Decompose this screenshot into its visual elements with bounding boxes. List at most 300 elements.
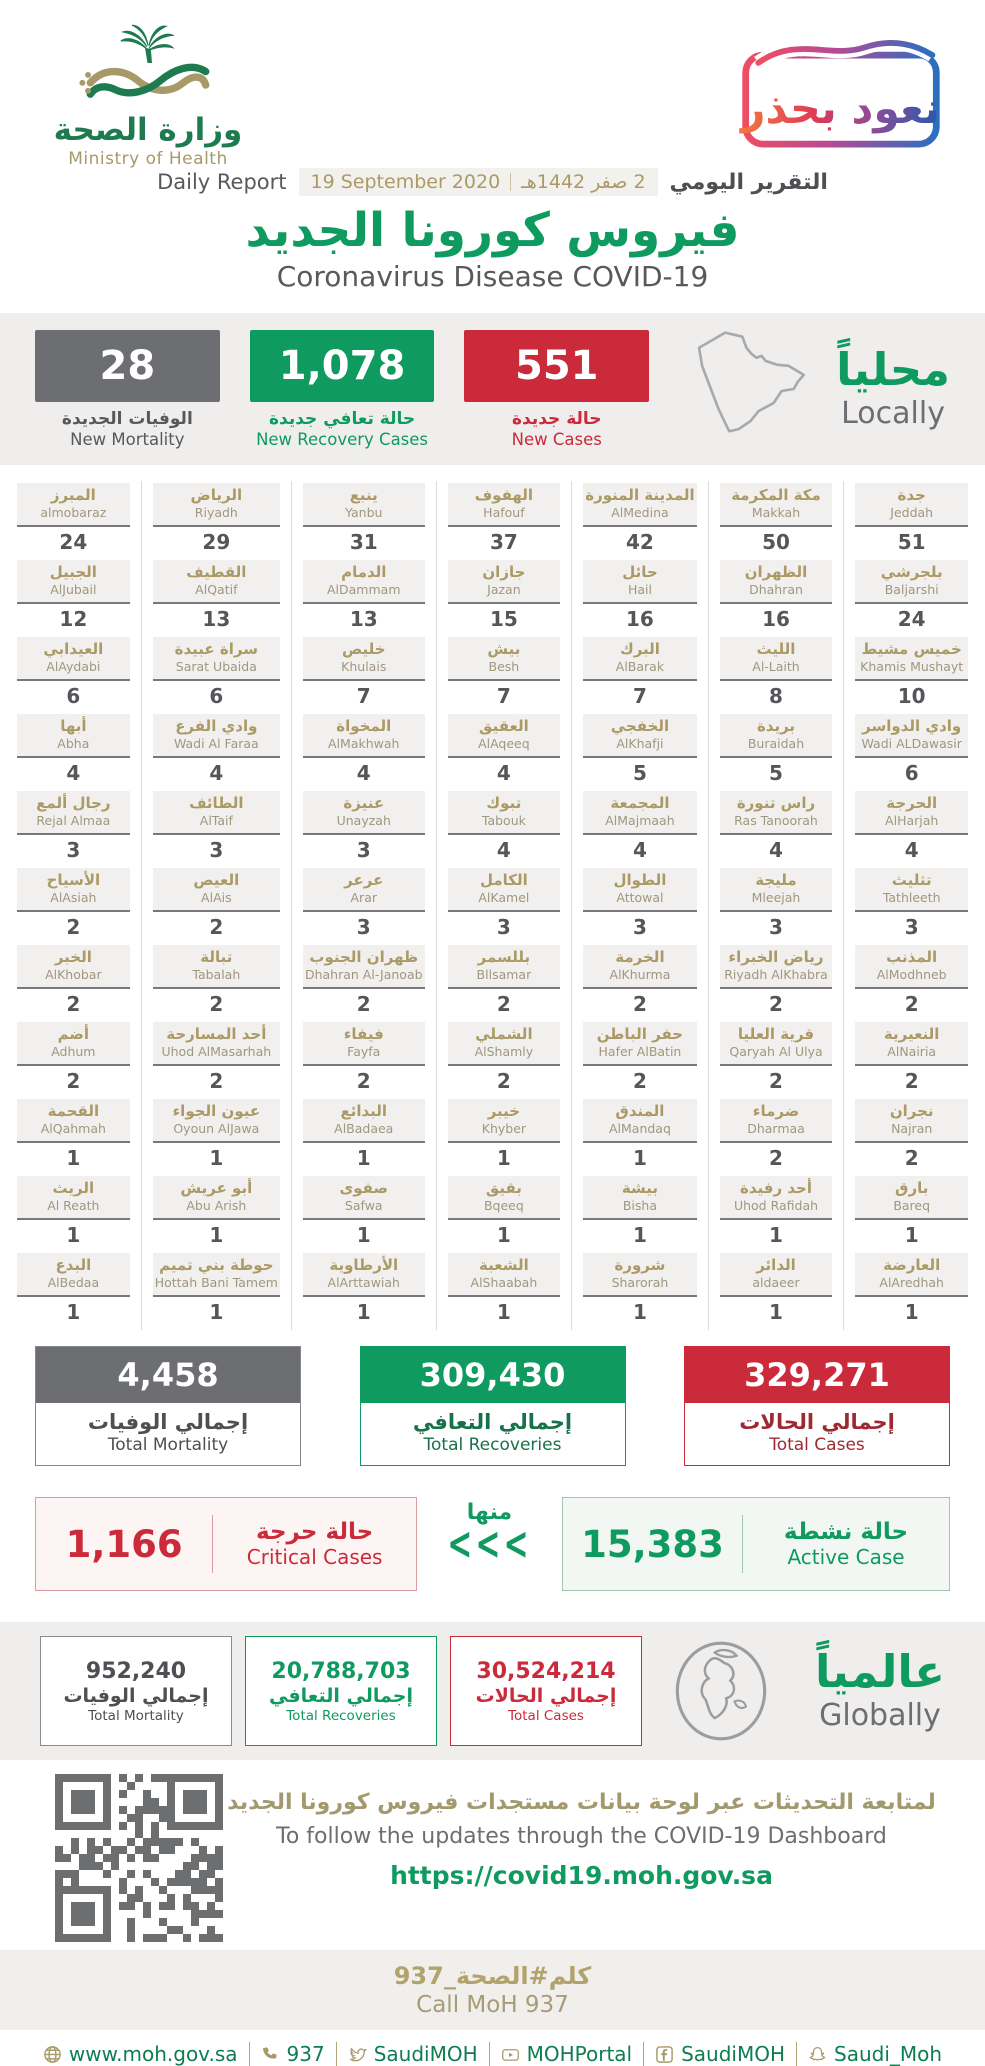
city-cell (709, 791, 844, 868)
facebook-icon (655, 2045, 674, 2064)
city-cell (437, 791, 572, 868)
city-name-ar: الدمام (341, 563, 387, 582)
city-cell (709, 1099, 844, 1176)
city-name-en: Abu Arish (186, 1197, 247, 1213)
city-name-ar: الهفوف (474, 486, 534, 505)
city-column (708, 481, 844, 1330)
city-name-en: Najran (891, 1120, 933, 1136)
city-cell (709, 1022, 844, 1099)
city-count: 2 (356, 1069, 371, 1094)
city-name-en: AlKhafji (616, 735, 664, 751)
city-name-en: Riyadh (194, 504, 238, 520)
city-name-en: Jeddah (890, 504, 934, 520)
city-count: 2 (496, 1069, 511, 1094)
footer-item-label: Saudi_Moh (834, 2042, 943, 2066)
city-name-ar: رياض الخبراء (728, 948, 824, 967)
city-name-en: AlMakhwah (328, 735, 400, 751)
city-count: 6 (209, 684, 224, 709)
city-name-box (17, 483, 130, 527)
city-name-box (720, 791, 833, 835)
city-name-en: Wadi Al Faraa (173, 735, 259, 751)
city-count: 13 (349, 607, 378, 632)
city-name-en: AlShaabah (470, 1274, 538, 1290)
city-name-ar: الشعبة (479, 1256, 529, 1275)
city-cell (6, 791, 141, 868)
city-cell (142, 560, 291, 637)
city-name-en: Rejal Almaa (36, 812, 111, 828)
city-name-en: AlTaif (199, 812, 233, 828)
city-count: 13 (202, 607, 231, 632)
city-name-en: AlBadaea (334, 1120, 394, 1136)
city-count: 24 (59, 530, 88, 555)
critical-label-ar: حالة حرجة (256, 1519, 374, 1546)
city-count: 2 (904, 1069, 919, 1094)
city-cell (709, 714, 844, 791)
city-cell (437, 1022, 572, 1099)
city-name-box (17, 791, 130, 835)
city-count: 1 (632, 1300, 647, 1325)
city-count: 16 (626, 607, 654, 632)
date-gregorian: 19 September 2020 (310, 171, 501, 193)
city-count: 1 (66, 1146, 81, 1171)
city-cell (142, 791, 291, 868)
city-cell (142, 1022, 291, 1099)
city-name-ar: صفوى (339, 1179, 388, 1198)
city-cell (292, 1253, 436, 1330)
city-count: 1 (496, 1146, 511, 1171)
city-name-en: Hafouf (483, 504, 525, 520)
header (0, 0, 985, 168)
city-name-en: AlAydabi (46, 658, 101, 674)
city-name-en: AlHarjah (885, 812, 939, 828)
city-cell (844, 560, 979, 637)
city-name-ar: الليث (756, 640, 796, 659)
city-name-box (153, 637, 280, 681)
new-recovery-label-ar: حالة تعافي جديدة (268, 408, 416, 429)
city-name-ar: بلجرشي (880, 563, 943, 582)
footer-item-mohportal[interactable] (489, 2042, 644, 2066)
city-name-box (303, 1022, 425, 1066)
city-name-ar: جازان (482, 563, 526, 582)
page-title-english: Coronavirus Disease COVID-19 (276, 260, 709, 294)
city-name-box (583, 868, 696, 912)
city-name-box (720, 1176, 833, 1220)
city-name-box (448, 1176, 561, 1220)
city-cell (292, 714, 436, 791)
footer-item-label: 937 (286, 2042, 325, 2066)
city-name-ar: البدائع (340, 1102, 388, 1121)
city-name-en: AlAsiah (50, 889, 97, 905)
city-name-box (153, 1022, 280, 1066)
city-count: 29 (202, 530, 231, 555)
city-name-en: Bisha (622, 1197, 658, 1213)
city-count: 1 (769, 1300, 783, 1325)
new-mortality-label-ar: الوفيات الجديدة (61, 408, 193, 429)
city-name-box (855, 1253, 968, 1297)
city-name-ar: الظهران (744, 563, 808, 582)
daily-report-english: Daily Report (157, 170, 287, 194)
city-name-ar: الشملي (475, 1025, 533, 1044)
city-count: 10 (897, 684, 926, 709)
city-count: 2 (66, 992, 81, 1017)
city-name-box (17, 1022, 130, 1066)
city-name-en: Bllsamar (476, 966, 532, 982)
city-cell (709, 945, 844, 1022)
city-name-ar: الخبر (54, 948, 92, 967)
city-column (6, 481, 141, 1330)
city-name-box (720, 1022, 833, 1066)
city-name-en: Tabalah (192, 966, 241, 982)
total-mortality-label-en: Total Mortality (107, 1435, 229, 1456)
of-which-label: منها (466, 1500, 513, 1526)
city-name-en: Al Reath (47, 1197, 100, 1213)
city-name-ar: أبها (60, 717, 87, 736)
global-cases-value: 30,524,214 (476, 1658, 616, 1684)
city-name-en: Bareq (893, 1197, 931, 1213)
city-count: 8 (769, 684, 783, 709)
city-name-ar: خليص (341, 640, 386, 659)
global-mortality-label-en: Total Mortality (88, 1707, 184, 1724)
city-column (291, 481, 436, 1330)
dashboard-section (0, 1774, 985, 1950)
city-name-ar: الجبيل (49, 563, 97, 582)
global-mortality-value: 952,240 (85, 1658, 187, 1684)
city-count: 2 (769, 1146, 783, 1171)
city-name-box (303, 714, 425, 758)
city-name-en: AlQahmah (40, 1120, 106, 1136)
city-count: 5 (632, 761, 647, 786)
city-name-en: AlMandaq (608, 1120, 671, 1136)
city-count: 1 (356, 1146, 371, 1171)
city-name-en: Hail (627, 581, 652, 597)
city-count: 2 (904, 992, 919, 1017)
city-name-ar: المبرز (50, 486, 96, 505)
city-name-ar: خميس مشيط (861, 640, 962, 659)
global-cases-box (450, 1636, 642, 1746)
city-cell (292, 868, 436, 945)
city-name-en: AlAqeeq (478, 735, 530, 751)
city-name-ar: القطيف (186, 563, 247, 582)
city-name-en: AlKhurma (609, 966, 671, 982)
of-which-connector (417, 1500, 562, 1571)
city-name-en: Safwa (344, 1197, 383, 1213)
city-cell (142, 1176, 291, 1253)
city-name-en: Uhod AlMasarhah (161, 1043, 272, 1059)
city-name-en: AlAredhah (879, 1274, 944, 1290)
city-name-en: AlArttawiah (327, 1274, 400, 1290)
twitter-icon (348, 2045, 367, 2064)
city-name-ar: أبو عريش (180, 1179, 253, 1198)
city-count: 2 (209, 1069, 224, 1094)
city-cell (6, 1022, 141, 1099)
city-cell (572, 637, 707, 714)
city-cell (709, 560, 844, 637)
new-mortality-stat (35, 330, 220, 449)
city-name-box (583, 637, 696, 681)
dashboard-link[interactable]: https://covid19.moh.gov.sa (390, 1861, 773, 1891)
city-count: 2 (66, 915, 81, 940)
city-name-ar: تبالة (200, 948, 233, 967)
footer-item-937[interactable] (249, 2042, 336, 2066)
city-count: 51 (897, 530, 926, 555)
city-name-en: AlDammam (327, 581, 401, 597)
city-name-en: AlShamly (474, 1043, 534, 1059)
city-cell (437, 945, 572, 1022)
city-name-ar: مليجة (755, 871, 797, 890)
city-name-box (448, 483, 561, 527)
city-name-box (303, 1176, 425, 1220)
city-count: 16 (762, 607, 790, 632)
city-name-en: AlKhobar (45, 966, 102, 982)
city-cell (292, 637, 436, 714)
city-cell (292, 791, 436, 868)
city-count: 4 (356, 761, 371, 786)
city-cell (292, 1176, 436, 1253)
city-name-en: almobaraz (40, 504, 107, 520)
city-count: 1 (769, 1223, 783, 1248)
city-cell (844, 714, 979, 791)
daily-report-arabic: التقرير اليومي (669, 169, 828, 195)
city-name-ar: الكامل (479, 871, 528, 890)
city-name-en: Unayzah (336, 812, 391, 828)
footer-item-label: www.moh.gov.sa (68, 2042, 238, 2066)
phone-icon (261, 2045, 280, 2064)
cities-table (6, 481, 979, 1330)
city-cell (437, 714, 572, 791)
city-name-box (855, 714, 968, 758)
city-name-box (583, 1022, 696, 1066)
city-name-en: Qaryah Al Ulya (729, 1043, 823, 1059)
city-cell (709, 483, 844, 560)
new-recovery-label-en: New Recovery Cases (256, 429, 429, 449)
city-name-box (303, 560, 425, 604)
youtube-icon (501, 2045, 520, 2064)
city-name-en: AlMedina (611, 504, 669, 520)
city-name-box (855, 1176, 968, 1220)
city-name-box (448, 945, 561, 989)
new-cases-label-en: New Cases (511, 429, 602, 449)
total-mortality-value: 4,458 (36, 1347, 300, 1403)
saudi-map-icon (685, 323, 836, 455)
critical-label-en: Critical Cases (246, 1545, 383, 1570)
city-name-en: Arar (350, 889, 377, 905)
city-cell (572, 714, 707, 791)
city-count: 6 (66, 684, 81, 709)
page-title-arabic: فيروس كورونا الجديد (245, 203, 740, 258)
footer-item-saudimoh[interactable] (336, 2042, 489, 2066)
city-cell (6, 714, 141, 791)
city-name-box (720, 560, 833, 604)
city-count: 4 (496, 761, 511, 786)
city-name-ar: المخواة (336, 717, 392, 736)
footer-item-label: SaudiMOH (373, 2042, 478, 2066)
city-count: 1 (356, 1300, 371, 1325)
call-hashtag-ar: كلم#الصحة_937 (393, 1962, 592, 1991)
city-count: 1 (632, 1223, 647, 1248)
moh-logo-arabic: وزارة الصحة (53, 112, 243, 148)
city-name-en: AlJubail (50, 581, 97, 597)
city-name-ar: أحد رفيدة (740, 1179, 812, 1198)
city-count: 4 (769, 838, 783, 863)
left-arrows: <<< (447, 1518, 532, 1571)
city-name-ar: المندق (615, 1102, 665, 1121)
city-name-box (720, 637, 833, 681)
city-cell (844, 1253, 979, 1330)
footer-item-saudi_moh[interactable] (796, 2042, 953, 2066)
city-name-box (17, 945, 130, 989)
city-name-ar: فيفاء (343, 1025, 384, 1044)
city-name-ar: وادي الدواسر (862, 717, 962, 736)
city-name-en: AlBarak (615, 658, 665, 674)
city-count: 3 (769, 915, 783, 940)
city-name-ar: المدينة المنورة (585, 486, 695, 505)
globally-stats-band (0, 1622, 985, 1760)
city-name-ar: الدائر (756, 1256, 796, 1275)
city-count: 1 (904, 1300, 919, 1325)
city-cell (437, 1253, 572, 1330)
city-name-box (153, 868, 280, 912)
city-count: 3 (209, 838, 224, 863)
city-cell (6, 945, 141, 1022)
city-count: 4 (66, 761, 81, 786)
city-name-ar: الحرجة (886, 794, 938, 813)
city-cell (6, 1176, 141, 1253)
city-name-en: Wadi ALDawasir (861, 735, 962, 751)
city-name-en: Khamis Mushayt (860, 658, 964, 674)
totals-row (0, 1346, 985, 1466)
city-count: 1 (209, 1223, 224, 1248)
city-count: 2 (904, 1146, 919, 1171)
city-count: 4 (632, 838, 647, 863)
city-name-box (303, 945, 425, 989)
city-count: 3 (356, 915, 371, 940)
city-count: 4 (496, 838, 511, 863)
city-cell (709, 1176, 844, 1253)
city-name-ar: ضرماء (752, 1102, 800, 1121)
city-cell (844, 483, 979, 560)
city-count: 1 (356, 1223, 371, 1248)
city-name-en: Uhod Rafidah (733, 1197, 819, 1213)
total-cases-value: 329,271 (685, 1347, 949, 1403)
city-cell (437, 637, 572, 714)
locally-label-ar: محلياً (836, 343, 950, 397)
city-count: 7 (356, 684, 371, 709)
city-cell (572, 1176, 707, 1253)
city-name-en: Buraidah (747, 735, 805, 751)
city-name-box (17, 560, 130, 604)
city-name-box (720, 483, 833, 527)
city-name-ar: ينبع (349, 486, 378, 505)
global-cases-label-ar: إجمالي الحالات (475, 1684, 617, 1707)
city-cell (844, 868, 979, 945)
total-recoveries-label-ar: إجمالي التعافي (412, 1410, 573, 1435)
city-name-ar: خيبر (487, 1102, 521, 1121)
globally-label (815, 1645, 945, 1734)
footer-item-www.moh.gov.sa[interactable] (32, 2042, 249, 2066)
city-name-en: Adhum (51, 1043, 96, 1059)
call-moh-en: Call MoH 937 (416, 1992, 569, 2019)
dashboard-text-en: To follow the updates through the COVID-19 Dashboard (276, 1824, 887, 1850)
city-count: 15 (489, 607, 518, 632)
city-cell (844, 791, 979, 868)
city-name-box (303, 637, 425, 681)
active-cases-value: 15,383 (581, 1522, 724, 1566)
city-name-ar: تبوك (486, 794, 522, 813)
city-name-ar: بيش (487, 640, 521, 659)
city-count: 7 (496, 684, 511, 709)
city-name-box (448, 868, 561, 912)
city-cell (292, 1099, 436, 1176)
city-name-en: Attowal (616, 889, 664, 905)
city-column (843, 481, 979, 1330)
city-count: 2 (769, 1069, 783, 1094)
city-count: 1 (66, 1300, 81, 1325)
footer-item-saudimoh[interactable] (643, 2042, 796, 2066)
city-cell (292, 945, 436, 1022)
call-moh-band (0, 1950, 985, 2030)
city-name-box (153, 945, 280, 989)
city-name-box (17, 1099, 130, 1143)
global-recoveries-label-ar: إجمالي التعافي (269, 1684, 413, 1707)
globe-icon (43, 2045, 62, 2064)
city-name-box (303, 483, 425, 527)
moh-logo-english: Ministry of Health (68, 148, 228, 169)
footer-item-label: MOHPortal (526, 2042, 633, 2066)
city-count: 2 (769, 992, 783, 1017)
city-name-box (153, 560, 280, 604)
city-count: 1 (209, 1146, 224, 1171)
city-name-box (448, 714, 561, 758)
city-name-box (720, 1099, 833, 1143)
city-name-box (153, 483, 280, 527)
city-name-en: Khulais (341, 658, 387, 674)
city-name-ar: العيدابي (43, 640, 104, 659)
city-cell (142, 483, 291, 560)
city-name-ar: بارق (895, 1179, 929, 1198)
city-name-en: Al-Laith (752, 658, 800, 674)
city-name-ar: الأرطاوية (329, 1256, 399, 1275)
total-cases-label-ar: إجمالي الحالات (739, 1410, 895, 1435)
city-name-ar: العارضة (883, 1256, 941, 1275)
city-name-ar: عيون الجواء (172, 1102, 261, 1121)
total-mortality-label-ar: إجمالي الوفيات (87, 1410, 249, 1435)
footer-contacts (0, 2042, 985, 2066)
city-name-en: Khyber (481, 1120, 527, 1136)
city-name-box (303, 1253, 425, 1297)
city-name-box (448, 1253, 561, 1297)
total-cases-label-en: Total Cases (769, 1435, 865, 1456)
city-count: 37 (489, 530, 518, 555)
city-count: 3 (496, 915, 511, 940)
global-cases-label-en: Total Cases (508, 1707, 584, 1724)
city-name-ar: تثليث (891, 871, 932, 890)
city-cell (572, 1022, 707, 1099)
city-name-en: AlModhneb (876, 966, 947, 982)
city-cell (437, 1176, 572, 1253)
city-name-en: AlKamel (478, 889, 530, 905)
city-name-ar: قرية العليا (737, 1025, 815, 1044)
globally-label-en: Globally (819, 1698, 941, 1734)
global-mortality-box (40, 1636, 232, 1746)
city-name-box (583, 945, 696, 989)
city-name-ar: عرعر (344, 871, 384, 890)
city-cell (6, 868, 141, 945)
city-name-ar: العقيق (479, 717, 529, 736)
globe-icon (669, 1639, 773, 1743)
city-name-box (448, 560, 561, 604)
city-name-en: aldaeer (752, 1274, 800, 1290)
city-name-box (855, 868, 968, 912)
